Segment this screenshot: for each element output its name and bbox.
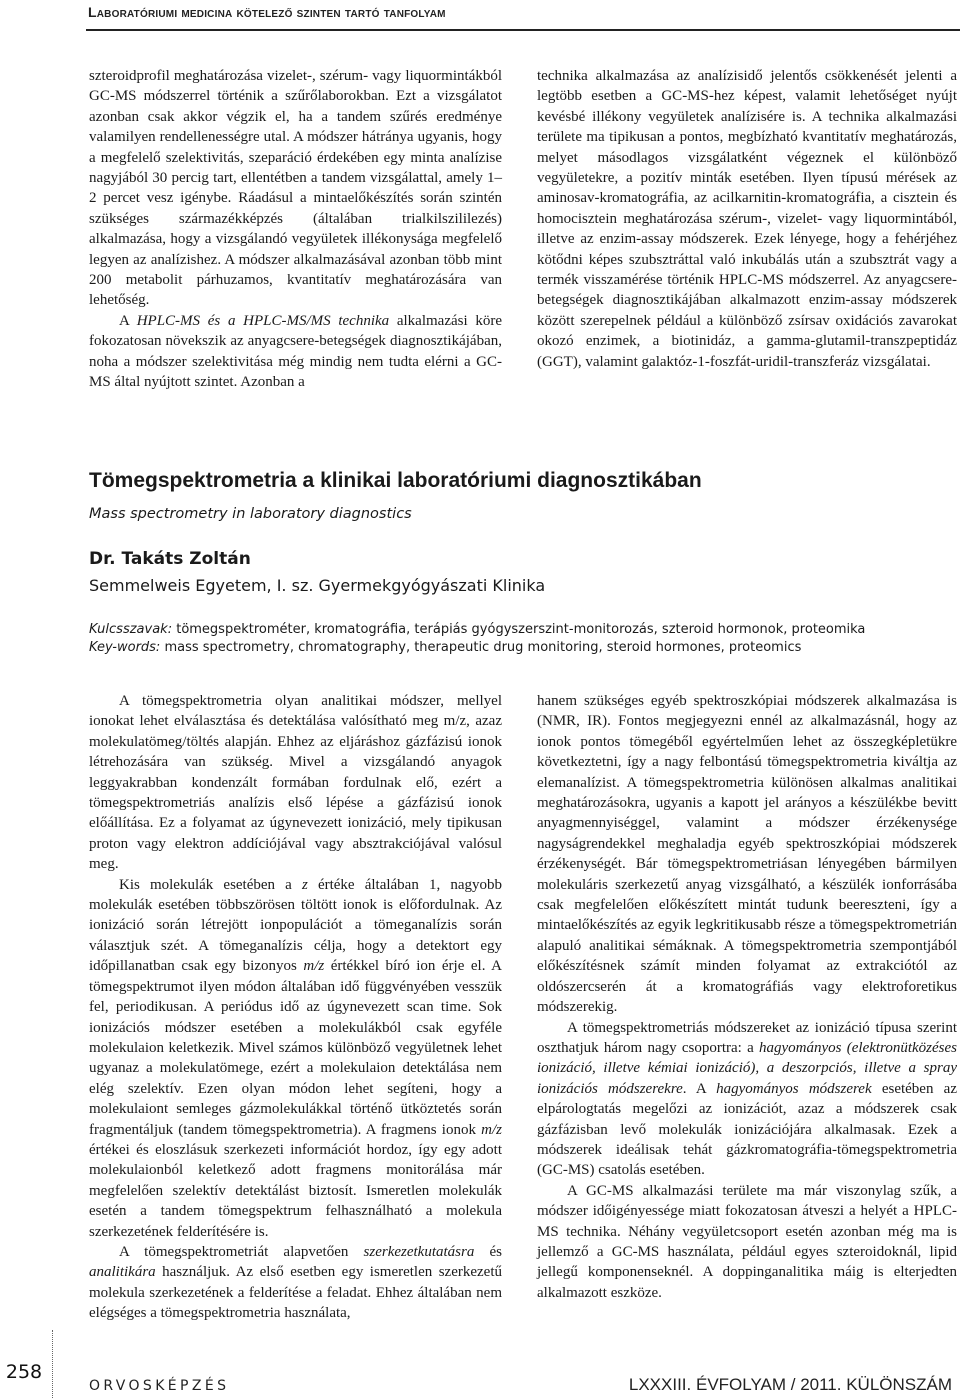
- text-run: használjuk. Az első esetben egy ismeretlen szerkezetű molekula szerkezetének a felderítése a feladat. Ehhez általában nem elégséges a tömegspektrometria használata,: [89, 1264, 502, 1322]
- body-right-paragraph-3: A GC-MS alkalmazási területe ma már viszonylag szűk, a módszer időigényessége miatt fokozatosan átveszi a helyét a HPLC-MS technika. Néhány vegyületcsoport esetén azonban még ma is jellemző a GC-MS használata, például egyes szteroidoknál, lipid jellegű komponenseknél. A doppinganalitika máig is elterjedten alkalmazott eszköze.: [537, 1182, 957, 1301]
- italic-term: szerkezetkutatásra: [363, 1243, 475, 1260]
- top-right-paragraph: technika alkalmazása az analízisidő jelentős csökkenését jelenti a legtöbb esetben a GC-MS-hez képest, valamit lehetőséget nyújt kevésbé illékony vegyületek analízisére is. A technika alkalmazási területe ma tipikusan a pontos, megbízható kvantitatív meghatározás, melyet másodlagos vizsgálatként végeznek el különböző vegyületekre, a pozitív minták esetében. Ilyen típusú mérések az aminosav-kromatográfia, az acilkarnitin-kromatográfia, a cisztein és homocisztein meghatározása szérum-, vizelet- vagy liquormintából, illetve az enzim-assay módszerek. Ezek lényege, hogy a fehérjéhez kötődni képes szubsztráttal való inkubálás után a szubsztrát vagy a termék visszamérése történik HPLC-MS módszerrel. Az anyagcsere-betegségek diagnosztikájában alkalmazott enzim-assay módszerek között szerepelnek például a különböző zsírsav oxidációs zavarokat okozó enzimek, a biotinidáz, a gamma-glutamil-transzpeptidáz (GGT), valamint galaktóz-1-foszfát-uridil-transzferáz vizsgálatai.: [537, 68, 957, 370]
- text-run: értéke általában 1, nagyobb molekulák esetében többszörösen töltött ionok is előfordulnak. Az ionizáció során létrejött ionpopulációt a tömeganalízis során választjuk szét. A tömeganalízis célja, hogy a detektort egy időpillanatban csak egy bizonyos: [89, 876, 502, 975]
- italic-term: analitikára: [89, 1264, 156, 1281]
- body-right-paragraph-2: [537, 1018, 957, 1181]
- text-run: és: [474, 1243, 502, 1260]
- body-right-column: [537, 691, 957, 1303]
- body-left-paragraph-1: A tömegspektrometria olyan analitikai módszer, mellyel ionokat lehet elválasztása és detektálása valósítható meg m/z, azaz molekulatömeg/töltés alapján. Ehhez az eljáráshoz gázfázisú ionok létrehozására van szükség. Mivel a vizsgálandó anyagok leggyakrabban kondenzált formában fordulnak elő, ezért a tömegspektrometriás analízis első lépése a gázfázisú ionok előállítása. Ez a folyamat az úgynevezett ionizáció, mely tipikusan proton vagy elektron addíciójával vagy absztrakciójával valósul meg.: [89, 693, 502, 873]
- body-left-column: [89, 691, 502, 1324]
- page-number-divider: [52, 1330, 54, 1398]
- running-header-title: Laboratóriumi medicina kötelező szinten tartó tanfolyam: [88, 4, 446, 20]
- keywords-en-text: mass spectrometry, chromatography, therapeutic drug monitoring, steroid hormones, proteomics: [164, 640, 802, 655]
- text-run: . A: [682, 1080, 717, 1097]
- header-rule: [86, 29, 960, 31]
- body-left-paragraph-2: [89, 875, 502, 1242]
- italic-term: hagyományos (elektronütközéses ionizáció, illetve kémiai ionizáció), a deszorpciós, illetve a spray ionizációs módszerekre: [537, 1039, 957, 1097]
- keywords-hu: [89, 622, 959, 637]
- italic-term: m/z: [303, 958, 325, 975]
- top-right-column: [537, 66, 957, 372]
- running-header: [88, 0, 960, 31]
- keywords-label: Kulcsszavak:: [89, 622, 173, 637]
- article-title: Tömegspektrometria a klinikai laboratóriumi diagnosztikában: [89, 469, 702, 492]
- italic-term: HPLC-MS és a HPLC-MS/MS technika: [136, 312, 390, 329]
- text-run: A tömegspektrometriát alapvetően: [119, 1243, 364, 1260]
- italic-term: z: [301, 876, 308, 893]
- text-run: alkalmazási köre fokozatosan növekszik az anyagcsere-betegségek diagnosztikájában, noha a módszer szelektivitása még mindig nem tudta elérni a GC-MS által nyújtott szintet. Azonban a: [89, 312, 503, 391]
- italic-term: hagyományos módszerek: [716, 1080, 872, 1097]
- page-number: 258: [5, 1361, 43, 1383]
- keywords-en: [89, 640, 959, 655]
- journal-name: ORVOSKÉPZÉS: [89, 1378, 230, 1394]
- article-subtitle: Mass spectrometry in laboratory diagnostics: [89, 506, 412, 522]
- journal-volume: LXXXIII. ÉVFOLYAM / 2011. KÜLÖNSZÁM: [628, 1375, 952, 1394]
- author-name: Dr. Takáts Zoltán: [89, 549, 251, 569]
- text-run: A tömegspektrometriás módszereket az ionizáció típusa szerint oszthatjuk három nagy csoportra: a: [537, 1019, 957, 1056]
- keywords-text: tömegspektrométer, kromatográfia, terápiás gyógyszerszint-monitorozás, szteroid hormonok, proteomika: [176, 622, 866, 637]
- text-run: értékkel bíró ion érje el. A tömegspektrumot ilyen módon általában idő függvényében vesszük fel, periodikusan. A periódus idő az úgynevezett scan time. Sok ionizációs módszer esetében a molekulákból csak egyféle molekulaion keletkezik. Mivel számos különböző vegyületnek lehet ugyanaz a molekulatömege, ezért a molekulaion detektálása nem elég szelektív. Ezen olyan módon lehet segíteni, hogy a molekulaiont semleges gázmolekulákkal történő ütköztetés során fragmentáljuk (tandem tömegspektrometria). A fragmens ionok: [89, 958, 502, 1138]
- keywords-en-label: Key-words:: [89, 640, 161, 655]
- top-left-paragraph-2: [89, 311, 502, 393]
- italic-term: m/z: [481, 1121, 502, 1138]
- text-run: esetében az elpárologtatás megelőzi az ionizációt, azaz a módszerek csak gázfázisban levő molekulák ionizációjára alkalmasak. Ezek a módszerek ideálisak tehát gázkromatográfia-tömegspektrometria (GC-MS) csatolás esetében.: [537, 1080, 957, 1179]
- text-run: A: [119, 312, 137, 329]
- body-left-paragraph-3: [89, 1242, 502, 1324]
- text-run: Kis molekulák esetében a: [119, 876, 302, 893]
- body-right-paragraph-1: hanem szükséges egyéb spektroszkópiai módszerek alkalmazása is (NMR, IR). Fontos megjegyezni ennél az alkalmazásnál, hogy az ionok pontos tömegéből egyértelműen lehet az összegképletükre következtetni, így a nagy felbontású tömegspektrometria kiváltja az elemanalízist. A tömegspektrometria különösen alkalmas analitikai meghatározásokra, ugyanis a kapott jel arányos a készülékbe bevitt anyagmennyiséggel, valamint a módszer érzékenysége nagyságrendekkel meghaladja egyéb spektroszkópiai módszerek érzékenységét. Bár tömegspektrometriásan lényegében bármilyen molekuláris szerkezetű anyag vizsgálható, a készülék ionforrásába csak megfelelően előkészített mintát tudunk beereszteni, így a mintaelőkészítés az egyik legkritikusabb része a tömegspektrometrián alapuló analitikai sémáknak. A tömegspektrometria szempontjából előkészítésnek számít minden folyamat az extrakciótól az oldószercserén át a kromatográfiás vagy elektroforetikus módszerekig.: [537, 693, 957, 1016]
- text-run: értékei és eloszlásuk szerkezeti információt hordoz, így egy adott molekulaionból keletkező adott fragmens monitorálása már megfelelően szelektív detektálást biztosít. Ismeretlen molekulák esetén a tandem tömegspektrum felhasználható a molekula szerkezetének felderítésére is.: [89, 1141, 502, 1240]
- author-affiliation: Semmelweis Egyetem, I. sz. Gyermekgyógyászati Klinika: [89, 576, 546, 595]
- top-left-paragraph-1: szteroidprofil meghatározása vizelet-, szérum- vagy liquormintákból GC-MS módszerrel történik a szűrőlaborokban. Ezt a vizsgálatot azonban csak akkor végzik el, ha a tandem szűrés eredménye valamilyen rendellenességre utal. A módszer hátránya ugyanis, hogy a megfelelő szelektivitás, szeparáció érdekében egy minta analízise nagyjából 30 percig tart, ellentétben a tandem vizsgálattal, amely 1–2 percet vesz igénybe. Ráadásul a mintaelőkészítés során szintén szükséges származékképzés (általában trialkilszililezés) alkalmazása, hogy a vizsgálandó vegyületek illékonysága megfelelő legyen az analízishez. A módszer alkalmazásával azonban több mint 200 metabolit párhuzamos, kvantitatív meghatározására van lehetőség.: [89, 68, 502, 309]
- top-left-column: [89, 66, 502, 393]
